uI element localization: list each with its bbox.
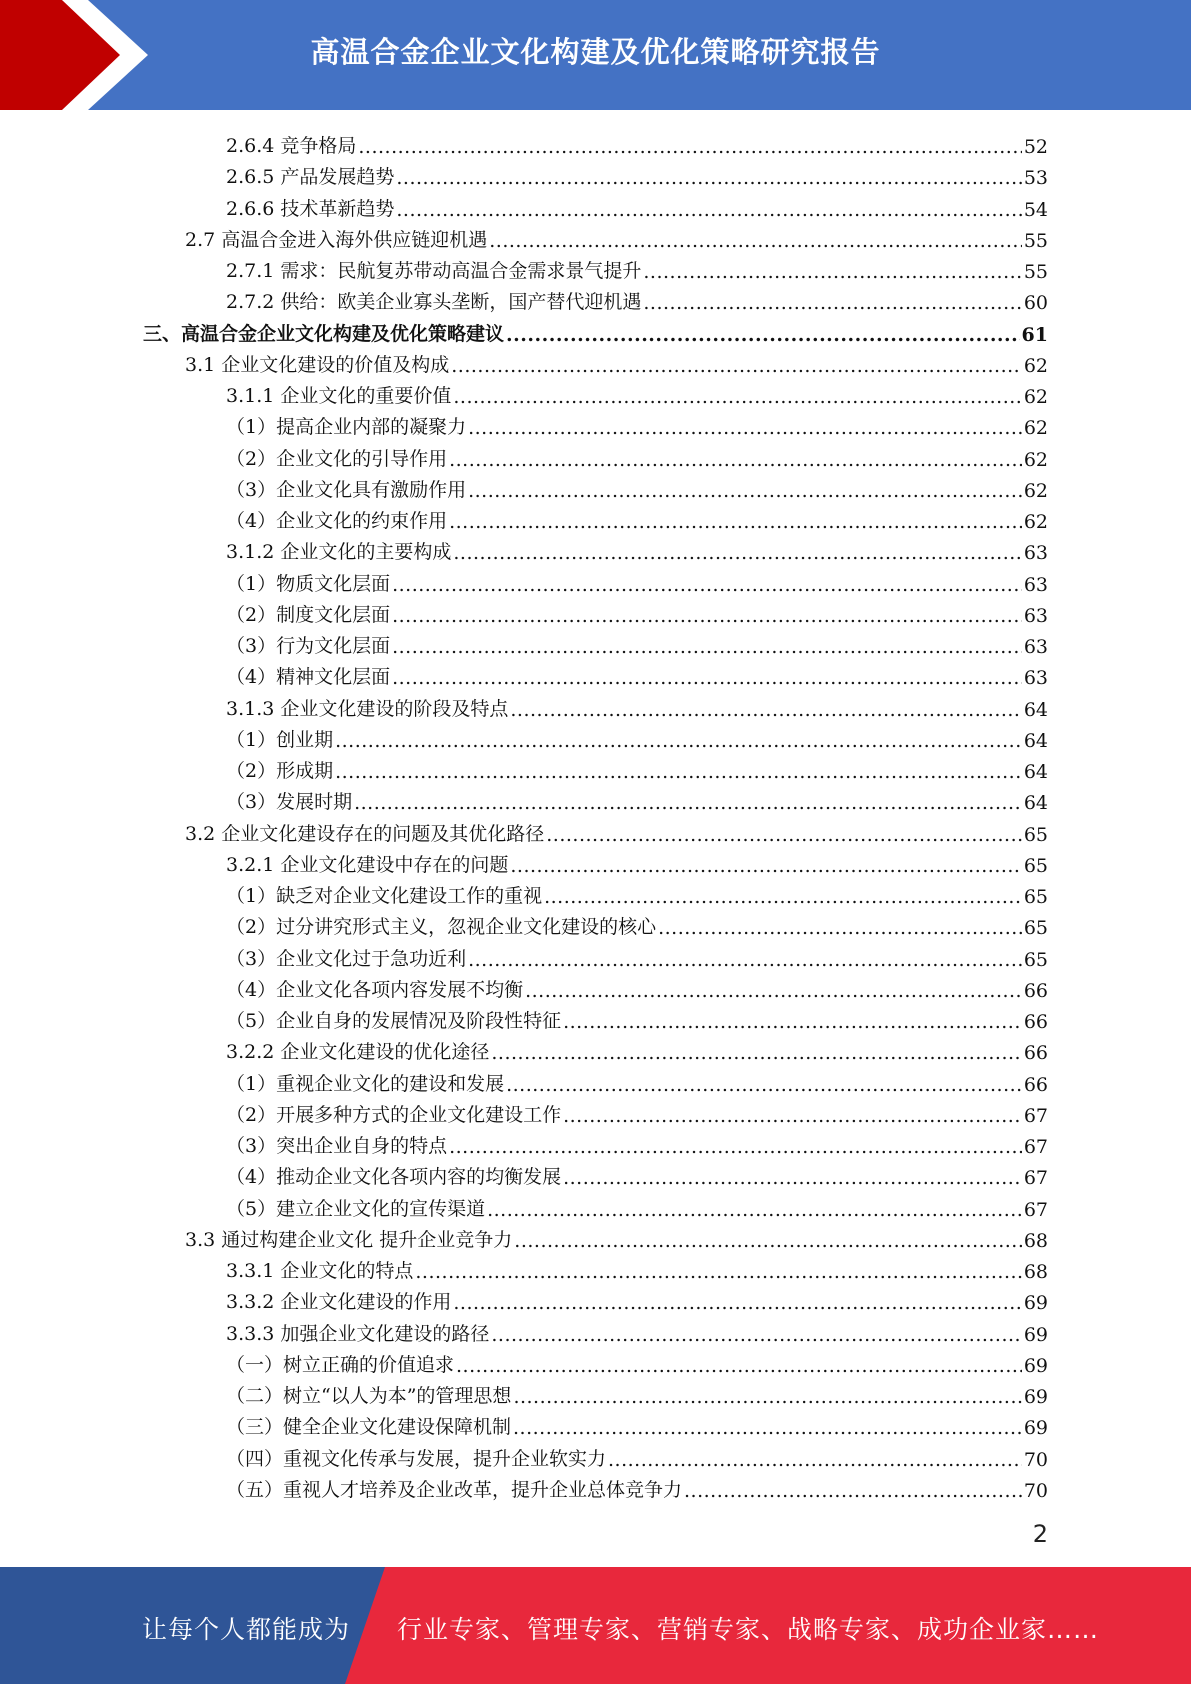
toc-dot-leader [449, 511, 1022, 533]
toc-entry-page: 69 [1023, 1354, 1048, 1377]
toc-entry-title: 三、高温合金企业文化构建及优化策略建议 [143, 322, 505, 345]
toc-entry-title: 2.7.2 供给：欧美企业寡头垄断，国产替代迎机遇 [226, 291, 642, 314]
toc-dot-leader [684, 1480, 1022, 1502]
toc-dot-leader [468, 949, 1022, 971]
toc-entry[interactable] [226, 1034, 1048, 1064]
toc-entry[interactable] [226, 441, 1048, 471]
toc-entry[interactable] [226, 691, 1048, 721]
toc-dot-leader [525, 980, 1022, 1002]
toc-entry[interactable] [226, 878, 1048, 908]
toc-dot-leader [468, 480, 1022, 502]
toc-dot-leader [491, 1042, 1021, 1064]
toc-dot-leader [451, 355, 1022, 377]
toc-entry-title: （3）发展时期 [226, 791, 353, 814]
toc-entry-title: （3）行为文化层面 [226, 635, 391, 657]
toc-entry-page: 65 [1023, 886, 1048, 908]
toc-dot-leader [643, 261, 1021, 283]
toc-dot-leader [487, 1199, 1022, 1221]
toc-entry-page: 60 [1023, 292, 1048, 315]
toc-dot-leader [563, 1105, 1022, 1127]
toc-dot-leader [335, 730, 1022, 752]
toc-dot-leader [510, 699, 1021, 721]
toc-entry-page: 62 [1023, 511, 1048, 533]
toc-dot-leader [354, 792, 1022, 814]
footer-slogan: 让每个人都能成为 [142, 1615, 351, 1644]
toc-dot-leader [546, 824, 1022, 846]
document-title: 高温合金企业文化构建及优化策略研究报告 [310, 35, 881, 69]
toc-dot-leader [449, 449, 1022, 471]
toc-entry[interactable] [226, 566, 1048, 596]
toc-entry-title: 3.1.1 企业文化的重要价值 [226, 385, 452, 407]
toc-entry-page: 65 [1023, 917, 1048, 940]
toc-entry[interactable] [226, 159, 1048, 189]
toc-entry[interactable] [226, 784, 1048, 814]
toc-entry-title: （2）开展多种方式的企业文化建设工作 [226, 1103, 562, 1126]
toc-entry-page: 64 [1023, 698, 1048, 721]
toc-entry[interactable] [226, 1066, 1048, 1096]
toc-entry-title: （2）过分讲究形式主义，忽视企业文化建设的核心 [226, 916, 657, 939]
toc-dot-leader [489, 230, 1022, 252]
toc-entry-title: 3.2.2 企业文化建设的优化途径 [226, 1041, 490, 1064]
toc-dot-leader [396, 199, 1021, 221]
toc-dot-leader [392, 636, 1022, 658]
toc-entry-title: 2.7 高温合金进入海外供应链迎机遇 [185, 228, 488, 251]
toc-dot-leader [453, 386, 1021, 408]
toc-entry[interactable] [226, 941, 1048, 971]
toc-entry[interactable] [226, 378, 1048, 408]
toc-dot-leader [563, 1167, 1022, 1189]
toc-dot-leader [506, 324, 1020, 346]
toc-entry-page: 65 [1023, 948, 1048, 971]
toc-entry[interactable] [226, 1472, 1048, 1502]
toc-dot-leader [453, 542, 1021, 564]
toc-entry[interactable] [185, 1222, 1048, 1252]
toc-dot-leader [514, 1230, 1022, 1252]
toc-dot-leader [544, 886, 1022, 908]
toc-dot-leader [358, 136, 1021, 158]
toc-dot-leader [453, 1292, 1021, 1314]
toc-entry-page: 69 [1023, 1386, 1048, 1408]
toc-entry-page: 63 [1023, 636, 1048, 658]
toc-entry[interactable] [226, 597, 1048, 627]
toc-entry[interactable] [226, 1284, 1048, 1314]
toc-entry-title: （2）制度文化层面 [226, 603, 391, 626]
toc-entry[interactable] [226, 1378, 1048, 1408]
toc-entry-title: （3）企业文化过于急功近利 [226, 947, 467, 970]
toc-entry-title: （一）树立正确的价值追求 [226, 1353, 455, 1376]
toc-entry-page: 64 [1023, 761, 1048, 783]
toc-dot-leader [396, 167, 1021, 189]
toc-dot-leader [510, 855, 1021, 877]
toc-entry-title: 3.3 通过构建企业文化 提升企业竞争力 [185, 1228, 513, 1251]
toc-entry[interactable] [185, 222, 1048, 252]
toc-entry-title: （4）推动企业文化各项内容的均衡发展 [226, 1166, 562, 1189]
toc-dot-leader [468, 417, 1022, 439]
toc-entry-title: 3.1.2 企业文化的主要构成 [226, 541, 452, 564]
toc-entry-page: 55 [1023, 229, 1048, 252]
toc-entry-page: 65 [1023, 823, 1048, 846]
toc-entry-page: 67 [1023, 1136, 1048, 1158]
toc-entry-title: （二）树立“以人为本”的管理思想 [226, 1385, 512, 1407]
toc-entry[interactable] [226, 1191, 1048, 1221]
toc-entry-page: 68 [1023, 1261, 1048, 1283]
toc-entry-title: 3.3.3 加强企业文化建设的路径 [226, 1322, 490, 1345]
toc-dot-leader [513, 1417, 1022, 1439]
toc-entry[interactable] [226, 722, 1048, 752]
toc-entry[interactable] [226, 1253, 1048, 1283]
toc-entry[interactable] [226, 847, 1048, 877]
toc-entry-title: （2）形成期 [226, 760, 334, 782]
toc-entry-title: （3）突出企业自身的特点 [226, 1135, 448, 1157]
toc-entry[interactable] [226, 472, 1048, 502]
toc-entry-title: 2.6.5 产品发展趋势 [226, 166, 395, 189]
toc-entry[interactable] [143, 316, 1048, 346]
toc-dot-leader [643, 292, 1021, 314]
toc-entry-page: 63 [1023, 542, 1048, 565]
toc-entry[interactable] [226, 753, 1048, 783]
toc-dot-leader [449, 1136, 1022, 1158]
toc-entry-title: 3.1 企业文化建设的价值及构成 [185, 353, 450, 376]
toc-entry[interactable] [226, 1159, 1048, 1189]
toc-entry-title: （5）企业自身的发展情况及阶段性特征 [226, 1010, 562, 1032]
toc-entry-title: 3.3.2 企业文化建设的作用 [226, 1291, 452, 1314]
toc-entry-title: （1）物质文化层面 [226, 572, 391, 595]
toc-entry-page: 62 [1023, 479, 1048, 502]
toc-entry[interactable] [226, 409, 1048, 439]
toc-entry[interactable] [226, 972, 1048, 1002]
toc-entry-title: 2.6.4 竞争格局 [226, 135, 357, 157]
toc-dot-leader [513, 1386, 1021, 1408]
toc-entry-page: 62 [1023, 448, 1048, 471]
toc-entry-page: 69 [1023, 1417, 1048, 1440]
toc-entry-page: 63 [1023, 604, 1048, 627]
toc-dot-leader [506, 1074, 1022, 1096]
toc-dot-leader [563, 1011, 1022, 1033]
toc-entry-page: 69 [1023, 1323, 1048, 1346]
toc-entry-page: 53 [1023, 167, 1048, 190]
toc-entry-page: 66 [1023, 1073, 1048, 1096]
toc-dot-leader [392, 605, 1022, 627]
toc-entry-title: （3）企业文化具有激励作用 [226, 478, 467, 501]
toc-entry[interactable] [226, 128, 1048, 158]
toc-entry-page: 66 [1023, 1042, 1048, 1065]
toc-entry-title: （4）企业文化的约束作用 [226, 510, 448, 532]
toc-entry-page: 61 [1021, 323, 1048, 346]
toc-entry-page: 67 [1023, 1198, 1048, 1221]
toc-entry-page: 64 [1023, 792, 1048, 815]
toc-entry-title: 3.2.1 企业文化建设中存在的问题 [226, 853, 509, 876]
toc-entry-page: 63 [1023, 667, 1048, 690]
toc-entry-page: 70 [1023, 1479, 1048, 1502]
toc-entry[interactable] [226, 253, 1048, 283]
toc-entry[interactable] [226, 284, 1048, 314]
toc-entry[interactable] [226, 534, 1048, 564]
toc-dot-leader [608, 1449, 1022, 1471]
toc-dot-leader [392, 574, 1022, 596]
toc-dot-leader [658, 917, 1022, 939]
toc-entry-page: 66 [1023, 1011, 1048, 1033]
toc-entry[interactable] [185, 816, 1048, 846]
toc-entry-title: （5）建立企业文化的宣传渠道 [226, 1197, 486, 1220]
toc-entry-title: （2）企业文化的引导作用 [226, 447, 448, 470]
toc-entry-page: 54 [1023, 198, 1048, 221]
toc-entry-page: 64 [1023, 729, 1048, 752]
toc-entry[interactable] [226, 1316, 1048, 1346]
toc-entry[interactable] [226, 1003, 1048, 1033]
toc-entry[interactable] [226, 1441, 1048, 1471]
page-header [0, 0, 1191, 110]
toc-entry-title: 3.1.3 企业文化建设的阶段及特点 [226, 697, 509, 720]
toc-entry-page: 67 [1023, 1167, 1048, 1190]
toc-entry-page: 62 [1023, 417, 1048, 440]
toc-entry-title: （1）缺乏对企业文化建设工作的重视 [226, 885, 543, 907]
toc-entry-title: 2.6.6 技术革新趋势 [226, 197, 395, 220]
page-number: 2 [1032, 1520, 1048, 1548]
toc-entry-page: 69 [1023, 1292, 1048, 1315]
toc-entry-page: 62 [1023, 386, 1048, 408]
toc-entry-title: （1）创业期 [226, 728, 334, 751]
toc-entry-title: 3.3.1 企业文化的特点 [226, 1260, 414, 1282]
toc-entry-page: 65 [1023, 854, 1048, 877]
toc-entry[interactable] [226, 659, 1048, 689]
toc-entry-page: 67 [1023, 1104, 1048, 1127]
toc-entry-page: 62 [1023, 354, 1048, 377]
toc-dot-leader [335, 761, 1022, 783]
toc-entry[interactable] [226, 909, 1048, 939]
toc-entry-title: 2.7.1 需求：民航复苏带动高温合金需求景气提升 [226, 260, 642, 282]
toc-entry-title: （四）重视文化传承与发展，提升企业软实力 [226, 1447, 607, 1470]
toc-entry[interactable] [226, 1347, 1048, 1377]
toc-entry-title: （1）重视企业文化的建设和发展 [226, 1072, 505, 1095]
toc-entry-page: 52 [1023, 136, 1048, 158]
toc-entry[interactable] [185, 347, 1048, 377]
toc-entry[interactable] [226, 191, 1048, 221]
toc-entry-page: 63 [1023, 573, 1048, 596]
toc-entry-title: （4）精神文化层面 [226, 666, 391, 689]
toc-dot-leader [456, 1355, 1022, 1377]
toc-entry[interactable] [226, 628, 1048, 658]
toc-entry-page: 66 [1023, 979, 1048, 1002]
toc-entry[interactable] [226, 503, 1048, 533]
footer-roles: 行业专家、管理专家、营销专家、战略专家、成功企业家…… [397, 1615, 1100, 1644]
page-footer [0, 1567, 1191, 1684]
toc-entry-title: 3.2 企业文化建设存在的问题及其优化路径 [185, 822, 545, 845]
toc-entry-page: 68 [1023, 1229, 1048, 1252]
toc-dot-leader [415, 1261, 1021, 1283]
toc-entry[interactable] [226, 1097, 1048, 1127]
toc-entry[interactable] [226, 1409, 1048, 1439]
toc-entry-page: 70 [1023, 1448, 1048, 1471]
toc-entry-title: （五）重视人才培养及企业改革，提升企业总体竞争力 [226, 1478, 683, 1501]
toc-entry-title: （4）企业文化各项内容发展不均衡 [226, 978, 524, 1001]
toc-entry-title: （三）健全企业文化建设保障机制 [226, 1416, 512, 1439]
toc-dot-leader [491, 1324, 1021, 1346]
toc-dot-leader [392, 667, 1022, 689]
toc-entry-title: （1）提高企业内部的凝聚力 [226, 416, 467, 439]
toc-entry[interactable] [226, 1128, 1048, 1158]
toc-entry-page: 55 [1023, 261, 1048, 283]
